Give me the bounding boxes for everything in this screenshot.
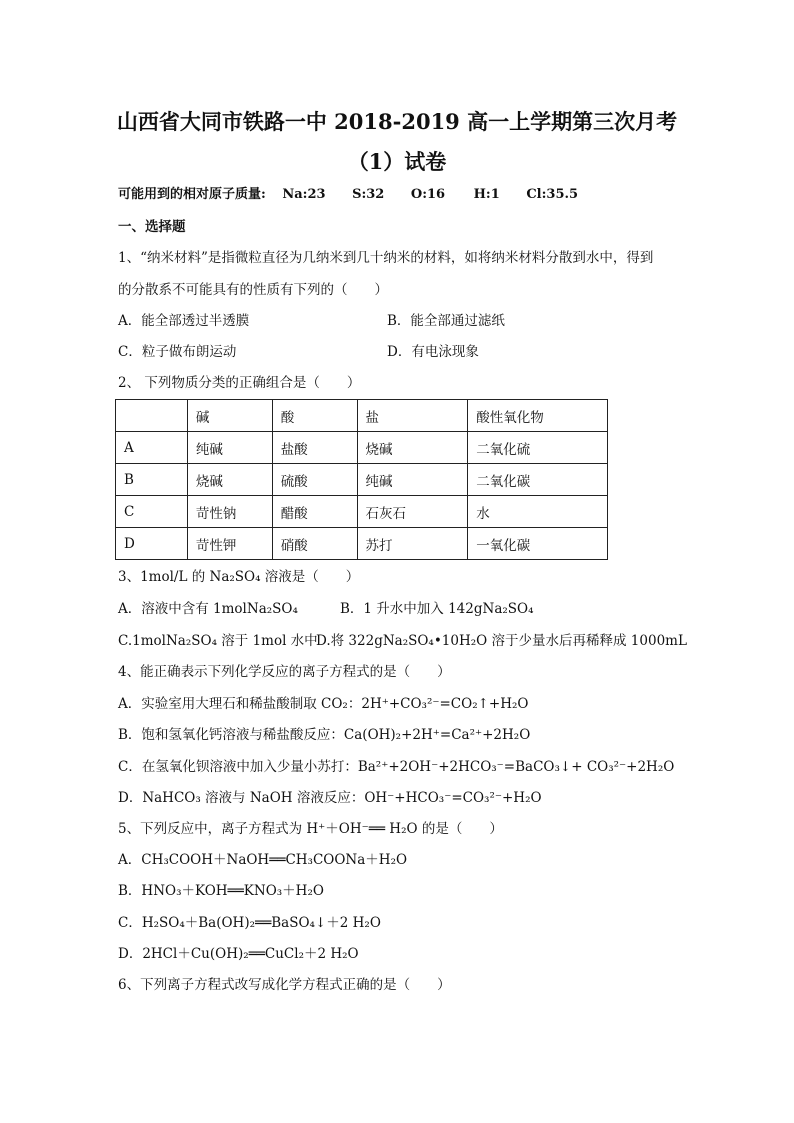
atomic-mass-na: Na:23 (282, 187, 326, 202)
q6-stem: 6、下列离子方程式改写成化学方程式正确的是（ ） (118, 977, 451, 993)
q5-option-d: D．2HCl＋Cu(OH)₂══CuCl₂＋2 H₂O (118, 946, 359, 962)
exam-title: 山西省大同市铁路一中 2018-2019 高一上学期第三次月考 (116, 109, 678, 134)
table-cell: A (116, 432, 188, 464)
table-row (116, 528, 608, 560)
atomic-mass-h: H:1 (473, 187, 500, 202)
table-cell: 一氧化碳 (468, 528, 608, 560)
q4-option-c: C．在氢氧化钡溶液中加入少量小苏打：Ba²⁺+2OH⁻+2HCO₃⁻=BaCO₃↓+ CO₃²⁻+2H₂O (118, 759, 675, 775)
table-header-cell: 盐 (357, 400, 468, 432)
table-cell: 醋酸 (272, 496, 357, 528)
q4-stem: 4、能正确表示下列化学反应的离子方程式的是（ ） (118, 664, 451, 680)
q1-stem-line2: 的分散系不可能具有的性质有下列的（ ） (118, 282, 388, 298)
table-header-cell: 碱 (187, 400, 272, 432)
q3-option-b: B．1 升水中加入 142gNa₂SO₄ (340, 601, 534, 617)
table-cell: 硝酸 (272, 528, 357, 560)
atomic-mass-s: S:32 (352, 187, 385, 202)
q3-option-c: C.1molNa₂SO₄ 溶于 1mol 水中 (118, 633, 318, 649)
q3-option-d: D.将 322gNa₂SO₄•10H₂O 溶于少量水后再稀释成 1000mL (316, 633, 687, 649)
table-cell: D (116, 528, 188, 560)
q4-option-d: D．NaHCO₃ 溶液与 NaOH 溶液反应：OH⁻+HCO₃⁻=CO₃²⁻+H₂O (118, 790, 542, 806)
q5-stem: 5、下列反应中，离子方程式为 H⁺＋OH⁻══ H₂O 的是（ ） (118, 821, 503, 837)
table-row (116, 496, 608, 528)
table-cell: 苛性钾 (187, 528, 272, 560)
table-cell: B (116, 464, 188, 496)
table-cell: 苛性钠 (187, 496, 272, 528)
q5-option-b: B．HNO₃＋KOH══KNO₃＋H₂O (118, 883, 324, 899)
atomic-mass-line (118, 186, 578, 204)
table-header-cell: 酸 (272, 400, 357, 432)
q2-stem: 2、 下列物质分类的正确组合是（ ） (118, 375, 361, 391)
atomic-mass-label: 可能用到的相对原子质量: (118, 187, 266, 202)
section-heading: 一、选择题 (118, 219, 186, 235)
table-row (116, 432, 608, 464)
table-cell: 二氧化硫 (468, 432, 608, 464)
table-cell: C (116, 496, 188, 528)
table-cell: 二氧化碳 (468, 464, 608, 496)
table-cell: 硫酸 (272, 464, 357, 496)
table-row (116, 464, 608, 496)
table-cell: 烧碱 (187, 464, 272, 496)
table-header-cell: 酸性氧化物 (468, 400, 608, 432)
q1-option-d: D．有电泳现象 (387, 344, 479, 360)
table-cell: 纯碱 (187, 432, 272, 464)
classification-table (115, 399, 608, 560)
q1-option-a: A．能全部透过半透膜 (118, 313, 250, 329)
table-header-row (116, 400, 608, 432)
q5-option-c: C．H₂SO₄＋Ba(OH)₂══BaSO₄↓＋2 H₂O (118, 915, 381, 931)
table-cell: 水 (468, 496, 608, 528)
table-cell: 石灰石 (357, 496, 468, 528)
q4-option-b: B．饱和氢氧化钙溶液与稀盐酸反应：Ca(OH)₂+2H⁺=Ca²⁺+2H₂O (118, 727, 531, 743)
table-cell: 盐酸 (272, 432, 357, 464)
table-cell: 纯碱 (357, 464, 468, 496)
q4-option-a: A．实验室用大理石和稀盐酸制取 CO₂：2H⁺+CO₃²⁻=CO₂↑+H₂O (118, 696, 529, 712)
q1-stem-line1: 1、“纳米材料”是指微粒直径为几纳米到几十纳米的材料，如将纳米材料分散到水中，得到 (118, 250, 654, 266)
q3-option-a: A．溶液中含有 1molNa₂SO₄ (118, 601, 298, 617)
table-cell: 烧碱 (357, 432, 468, 464)
atomic-mass-cl: Cl:35.5 (526, 187, 579, 202)
table-cell: 苏打 (357, 528, 468, 560)
table-header-cell (116, 400, 188, 432)
atomic-mass-o: O:16 (410, 187, 446, 202)
q3-stem: 3、1mol/L 的 Na₂SO₄ 溶液是（ ） (118, 569, 360, 585)
q5-option-a: A．CH₃COOH＋NaOH══CH₃COONa＋H₂O (118, 852, 408, 868)
exam-subtitle: （1）试卷 (347, 149, 447, 174)
q1-option-c: C．粒子做布朗运动 (118, 344, 237, 360)
q1-option-b: B．能全部通过滤纸 (387, 313, 505, 329)
